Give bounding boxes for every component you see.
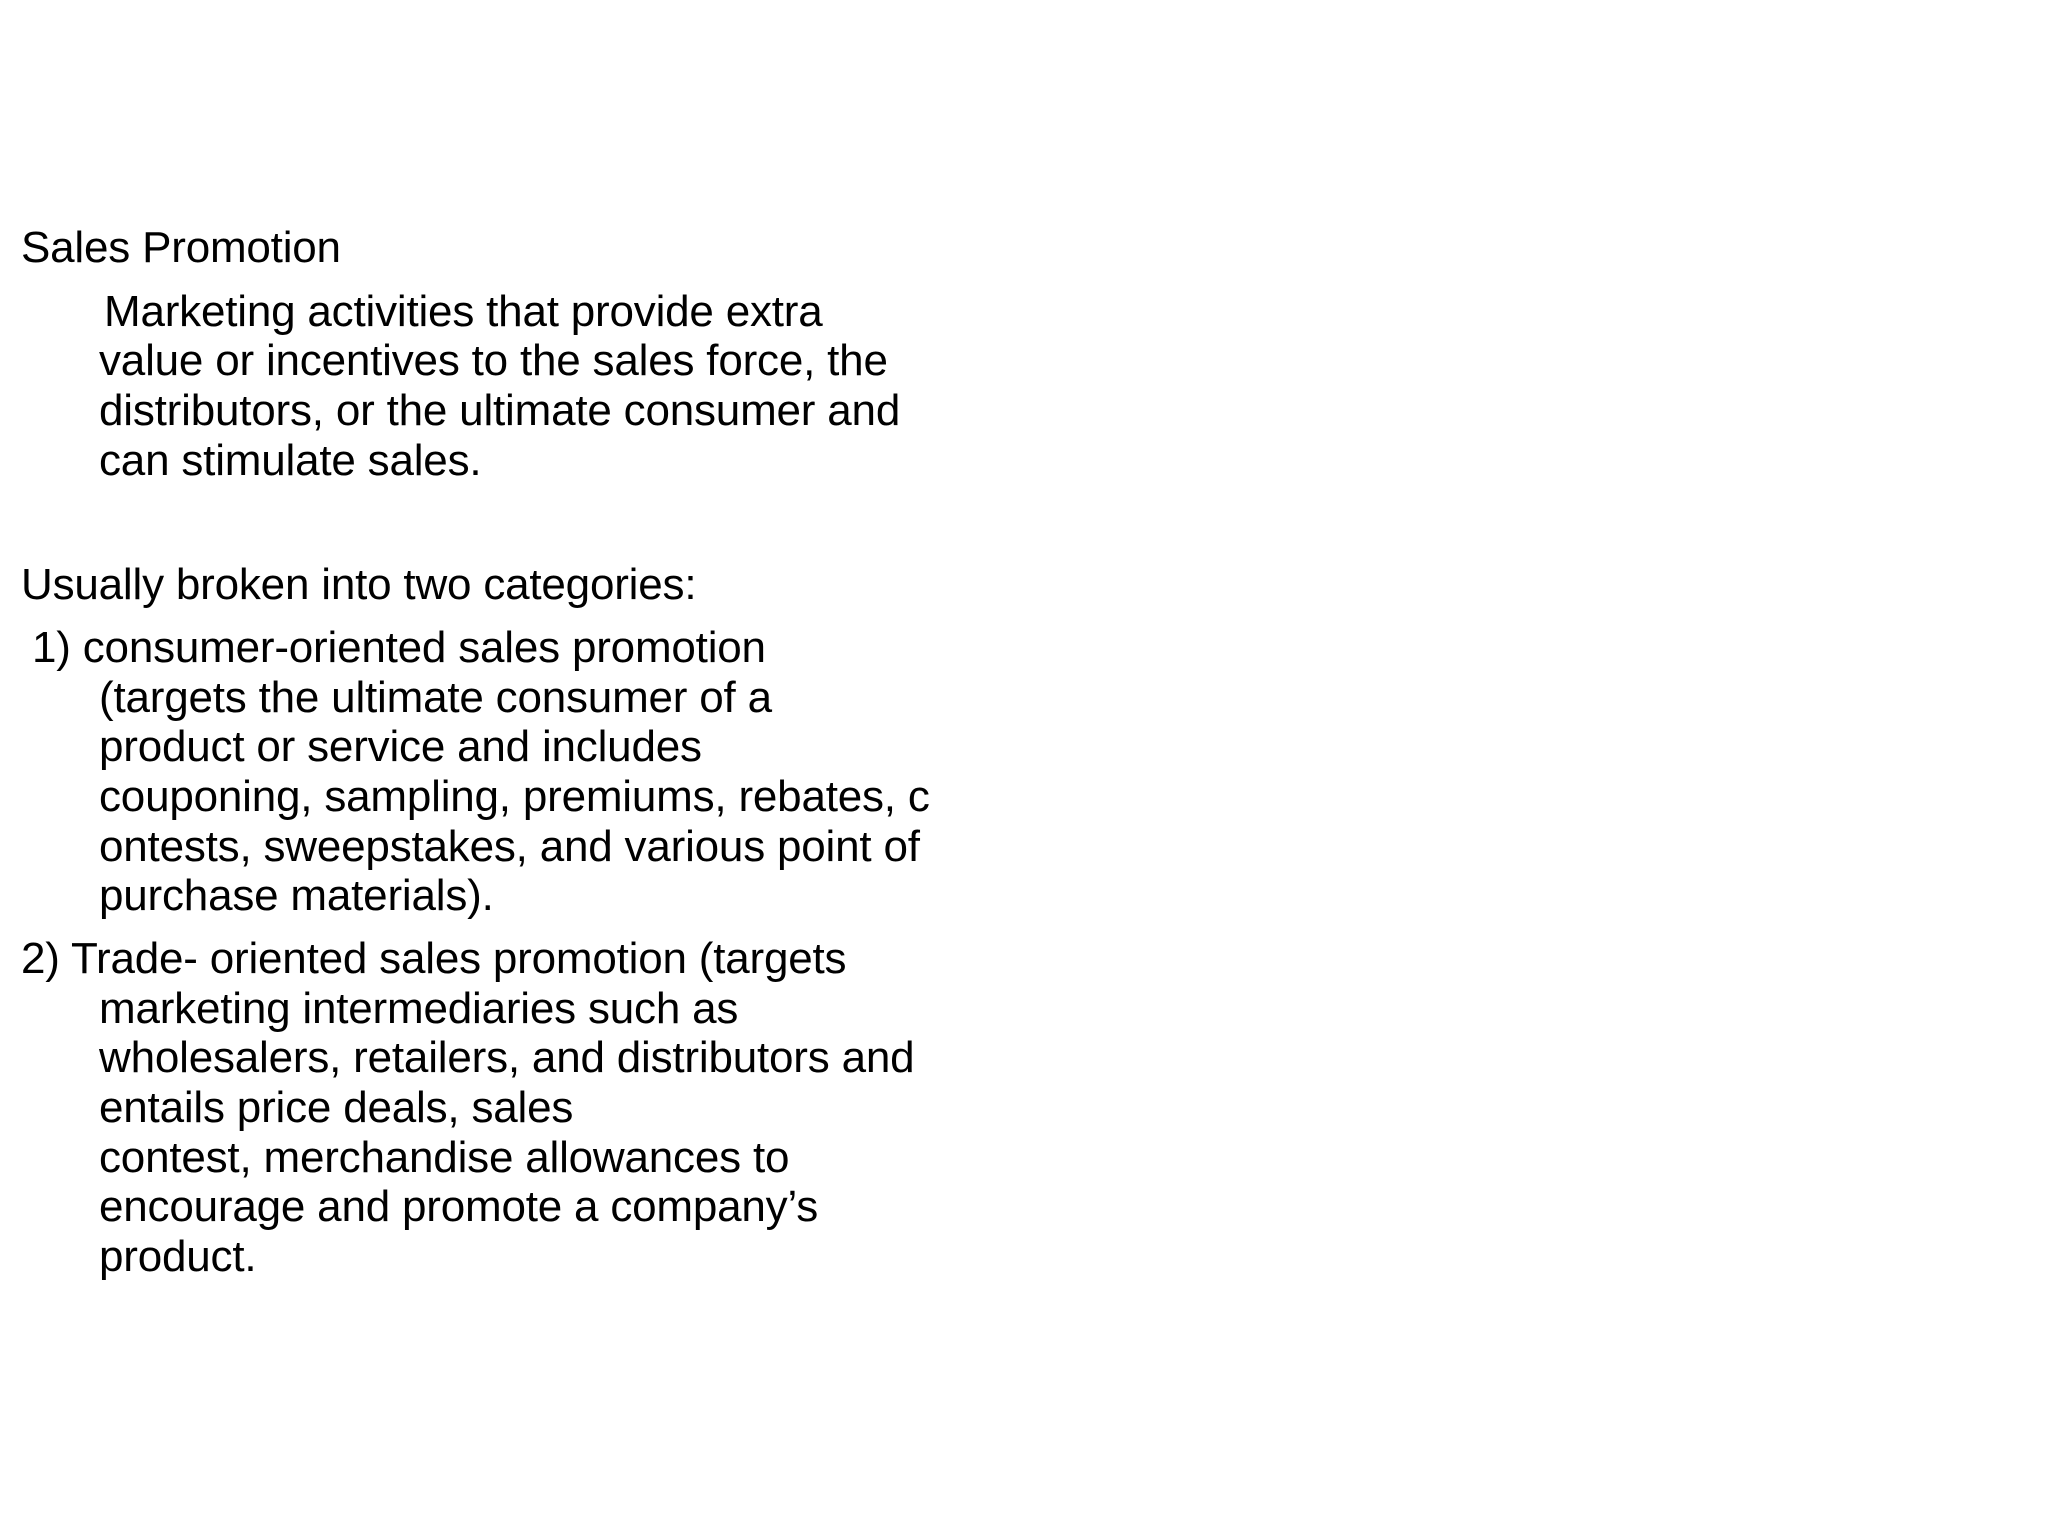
item2-line: entails price deals, sales [99,1083,574,1132]
item1-line: ontests, sweepstakes, and various point of [99,822,920,871]
item2-line: 2) Trade- oriented sales promotion (targets [21,934,847,983]
item2-line: marketing intermediaries such as [99,984,739,1033]
definition-line: distributors, or the ultimate consumer and [99,386,901,435]
slide-title: Sales Promotion [21,223,341,272]
categories-intro: Usually broken into two categories: [21,560,697,609]
item2-line: contest, merchandise allowances to [99,1133,790,1182]
definition-line: value or incentives to the sales force, the [99,336,888,385]
item2-line: encourage and promote a company’s [99,1182,819,1231]
item1-line: purchase materials). [99,871,494,920]
item1-line: 1) consumer-oriented sales promotion [32,623,766,672]
item2-line: wholesalers, retailers, and distributors and [99,1033,915,1082]
definition-line: Marketing activities that provide extra [104,287,823,336]
item1-line: couponing, sampling, premiums, rebates, c [99,772,930,821]
definition-line: can stimulate sales. [99,436,482,485]
item1-line: (targets the ultimate consumer of a [99,673,772,722]
item1-line: product or service and includes [99,722,702,771]
item2-line: product. [99,1232,257,1281]
